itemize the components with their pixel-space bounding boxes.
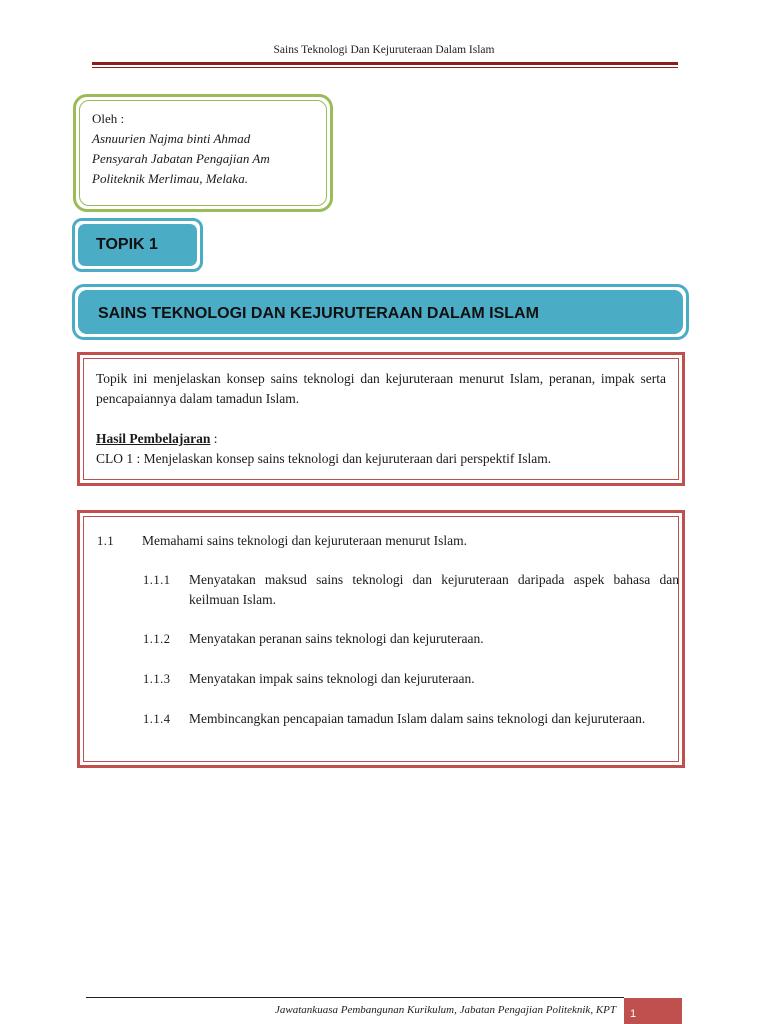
outcomes-box [77,510,685,768]
hasil-title: Hasil Pembelajaran [96,431,211,446]
topic-label-box [72,218,203,272]
learning-outcomes-heading [96,429,666,449]
outcome-item-text: Membincangkan pencapaian tamadun Islam dalam sains teknologi dan kejuruteraan. [189,711,646,726]
topic-title: SAINS TEKNOLOGI DAN KEJURUTERAAN DALAM ISLAM [78,290,683,334]
outcome-main-text: Memahami sains teknologi dan kejuruteraan menurut Islam. [142,533,468,548]
author-position: Pensyarah Jabatan Pengajian Am [92,151,270,166]
outcome-item-text: Menyatakan impak sains teknologi dan kejuruteraan. [189,671,475,686]
author-box [73,94,333,212]
author-name: Asnuurien Najma binti Ahmad [92,131,251,146]
outcome-item-text: Menyatakan peranan sains teknologi dan kejuruteraan. [189,631,484,646]
clo-text: CLO 1 : Menjelaskan konsep sains teknologi dan kejuruteraan dari perspektif Islam. [96,451,552,466]
outcome-item-text: Menyatakan maksud sains teknologi dan kejuruteraan daripada aspek bahasa dan keilmuan Islam. [189,572,679,607]
intro-text: Topik ini menjelaskan konsep sains teknologi dan kejuruteraan menurut Islam, peranan, impak serta pencapaiannya dalam tamadun Islam. [96,371,666,406]
footer-rule [86,997,624,998]
header-rule [92,62,678,65]
topic-label: TOPIK 1 [78,224,197,266]
footer-text: Jawatankuasa Pembangunan Kurikulum, Jabatan Pengajian Politeknik, KPT [275,1004,616,1016]
outcome-main-number: 1.1 [97,534,115,548]
header-rule-thin [92,67,678,68]
author-institution: Politeknik Merlimau, Melaka. [92,171,248,186]
page-number: 1 [624,998,682,1024]
intro-box [77,352,685,486]
outcome-item-number: 1.1.3 [143,672,171,686]
outcome-item-number: 1.1.2 [143,632,171,646]
outcome-item-number: 1.1.4 [143,712,171,726]
running-header: Sains Teknologi Dan Kejuruteraan Dalam Islam [273,44,495,56]
hasil-colon: : [210,431,218,446]
outcome-item-number: 1.1.1 [143,573,171,587]
topic-title-box [72,284,689,340]
author-label: Oleh : [92,111,125,126]
